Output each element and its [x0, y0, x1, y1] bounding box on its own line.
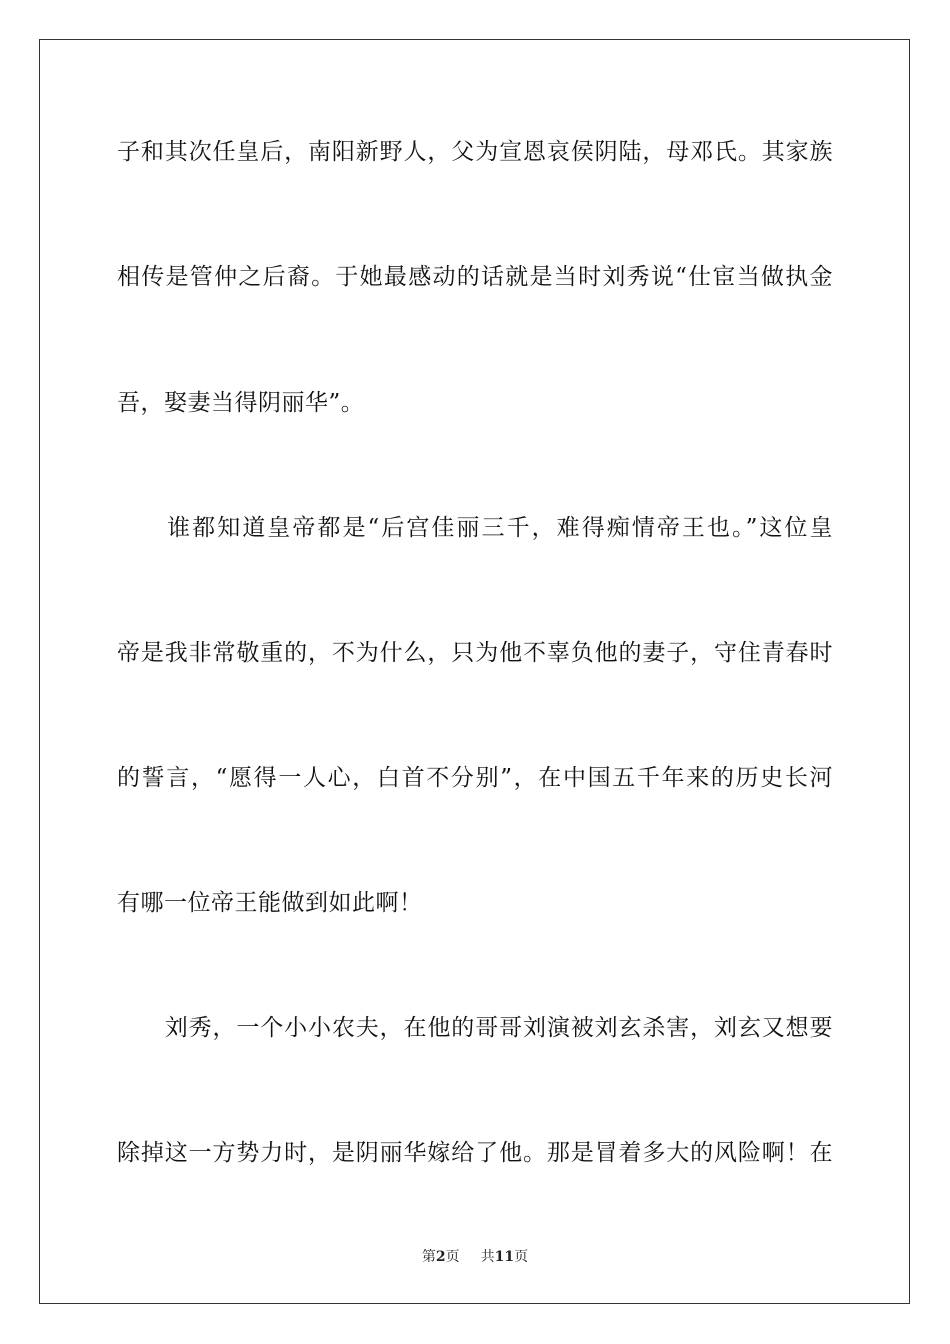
- body-text-line: 子和其次任皇后，南阳新野人，父为宣恩哀侯阴陆，母邓氏。其家族: [117, 139, 833, 165]
- page-footer: [0, 1248, 950, 1266]
- body-text-line: 相传是管仲之后裔。于她最感动的话就是当时刘秀说“仕宦当做执金: [117, 264, 833, 290]
- total-pages-indicator: [481, 1248, 528, 1266]
- body-text-line: 谁都知道皇帝都是“后宫佳丽三千，难得痴情帝王也。”这位皇: [117, 515, 833, 541]
- page-indicator: [422, 1248, 460, 1266]
- body-text-line: 刘秀，一个小小农夫，在他的哥哥刘演被刘玄杀害，刘玄又想要: [117, 1015, 833, 1041]
- body-text-line: 帝是我非常敬重的，不为什么，只为他不辜负他的妻子，守住青春时: [117, 640, 833, 666]
- total-prefix: 共: [480, 1249, 495, 1265]
- body-text-line: 的誓言，“愿得一人心，白首不分别”，在中国五千年来的历史长河: [117, 765, 833, 791]
- page-prefix: 第: [421, 1249, 436, 1265]
- page-border: [39, 39, 910, 1304]
- body-text-line: 除掉这一方势力时，是阴丽华嫁给了他。那是冒着多大的风险啊！在: [117, 1140, 833, 1166]
- body-text-line: 吾，娶妻当得阴丽华”。: [117, 390, 365, 416]
- page-suffix: 页: [445, 1249, 460, 1265]
- total-pages-number: 11: [494, 1249, 515, 1265]
- body-text-line: 有哪一位帝王能做到如此啊！: [117, 890, 423, 916]
- total-suffix: 页: [514, 1249, 529, 1265]
- page-number: 2: [435, 1249, 446, 1265]
